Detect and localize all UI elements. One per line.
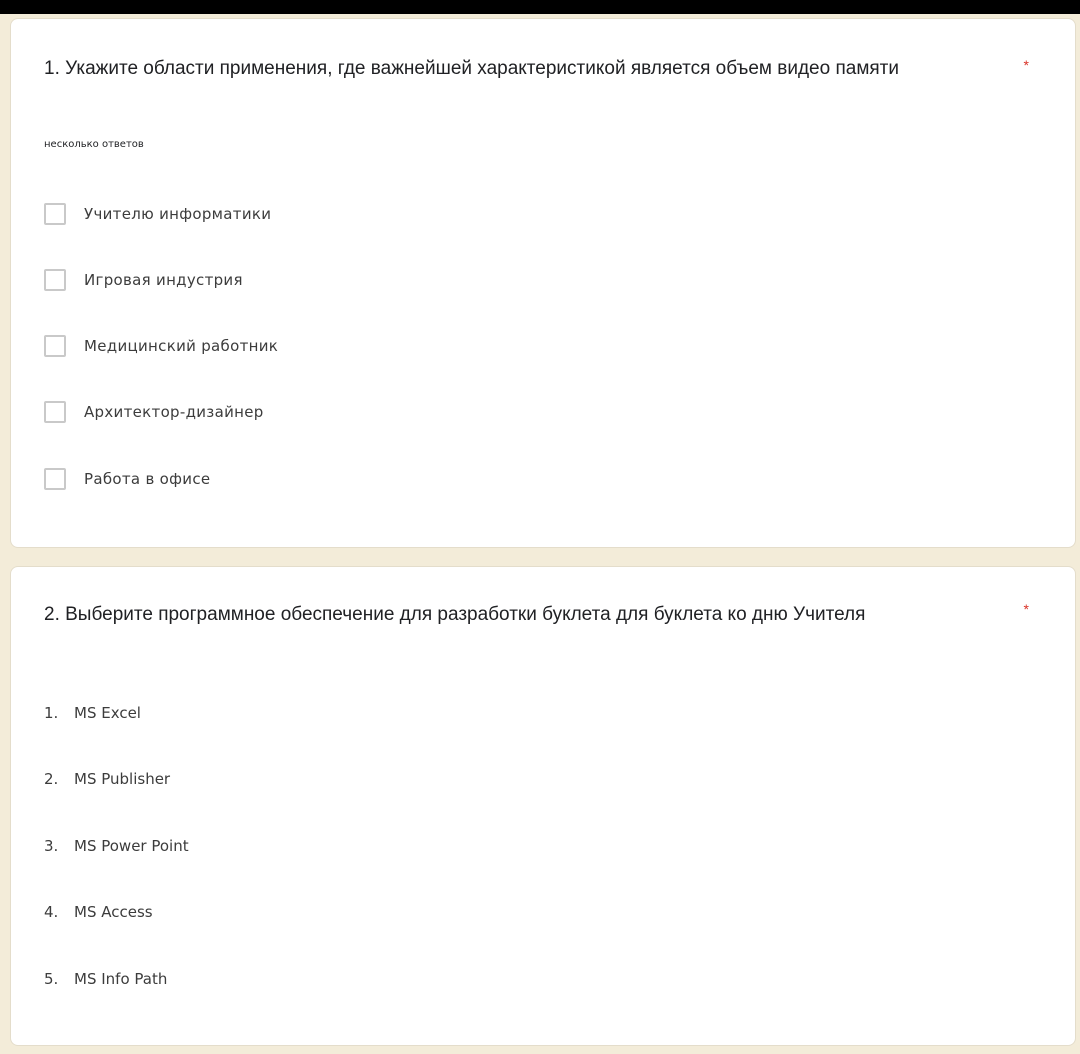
list-number: 3. xyxy=(44,837,59,855)
question-hint: несколько ответов xyxy=(44,139,144,150)
question-card-2 xyxy=(10,566,1076,1046)
list-label: MS Excel xyxy=(74,704,141,722)
required-asterisk: * xyxy=(1023,57,1029,73)
checkbox[interactable] xyxy=(44,401,66,423)
option-label: Медицинский работник xyxy=(84,337,279,355)
list-number: 4. xyxy=(44,903,59,921)
checkbox[interactable] xyxy=(44,335,66,357)
list-label: MS Info Path xyxy=(74,970,168,988)
option-label: Архитектор-дизайнер xyxy=(84,403,264,421)
option-meditsinskiy-rabotnik[interactable] xyxy=(44,331,278,361)
question-card-1 xyxy=(10,18,1076,548)
option-arkhitektor-dizayner[interactable] xyxy=(44,397,264,427)
option-label: Учителю информатики xyxy=(84,205,272,223)
option-igrovaya-industriya[interactable] xyxy=(44,265,243,295)
option-label: Игровая индустрия xyxy=(84,271,243,289)
option-label: Работа в офисе xyxy=(84,470,211,488)
checkbox[interactable] xyxy=(44,468,66,490)
option-uchitelyu-informatiki[interactable] xyxy=(44,199,271,229)
list-item xyxy=(44,700,141,726)
required-asterisk: * xyxy=(1023,601,1029,617)
top-bar xyxy=(0,0,1080,14)
list-label: MS Power Point xyxy=(74,837,189,855)
checkbox[interactable] xyxy=(44,269,66,291)
list-number: 2. xyxy=(44,770,59,788)
checkbox[interactable] xyxy=(44,203,66,225)
list-item xyxy=(44,766,170,792)
list-item xyxy=(44,899,153,925)
list-item xyxy=(44,833,189,859)
list-number: 1. xyxy=(44,704,59,722)
question-title: 2. Выберите программное обеспечение для разработки буклета для буклета ко дню Учителя xyxy=(44,604,866,625)
list-item xyxy=(44,966,167,992)
list-number: 5. xyxy=(44,970,59,988)
question-title: 1. Укажите области применения, где важнейшей характеристикой является объем видео памяти xyxy=(44,58,899,79)
list-label: MS Access xyxy=(74,903,153,921)
list-label: MS Publisher xyxy=(74,770,171,788)
option-rabota-v-ofise[interactable] xyxy=(44,464,210,494)
